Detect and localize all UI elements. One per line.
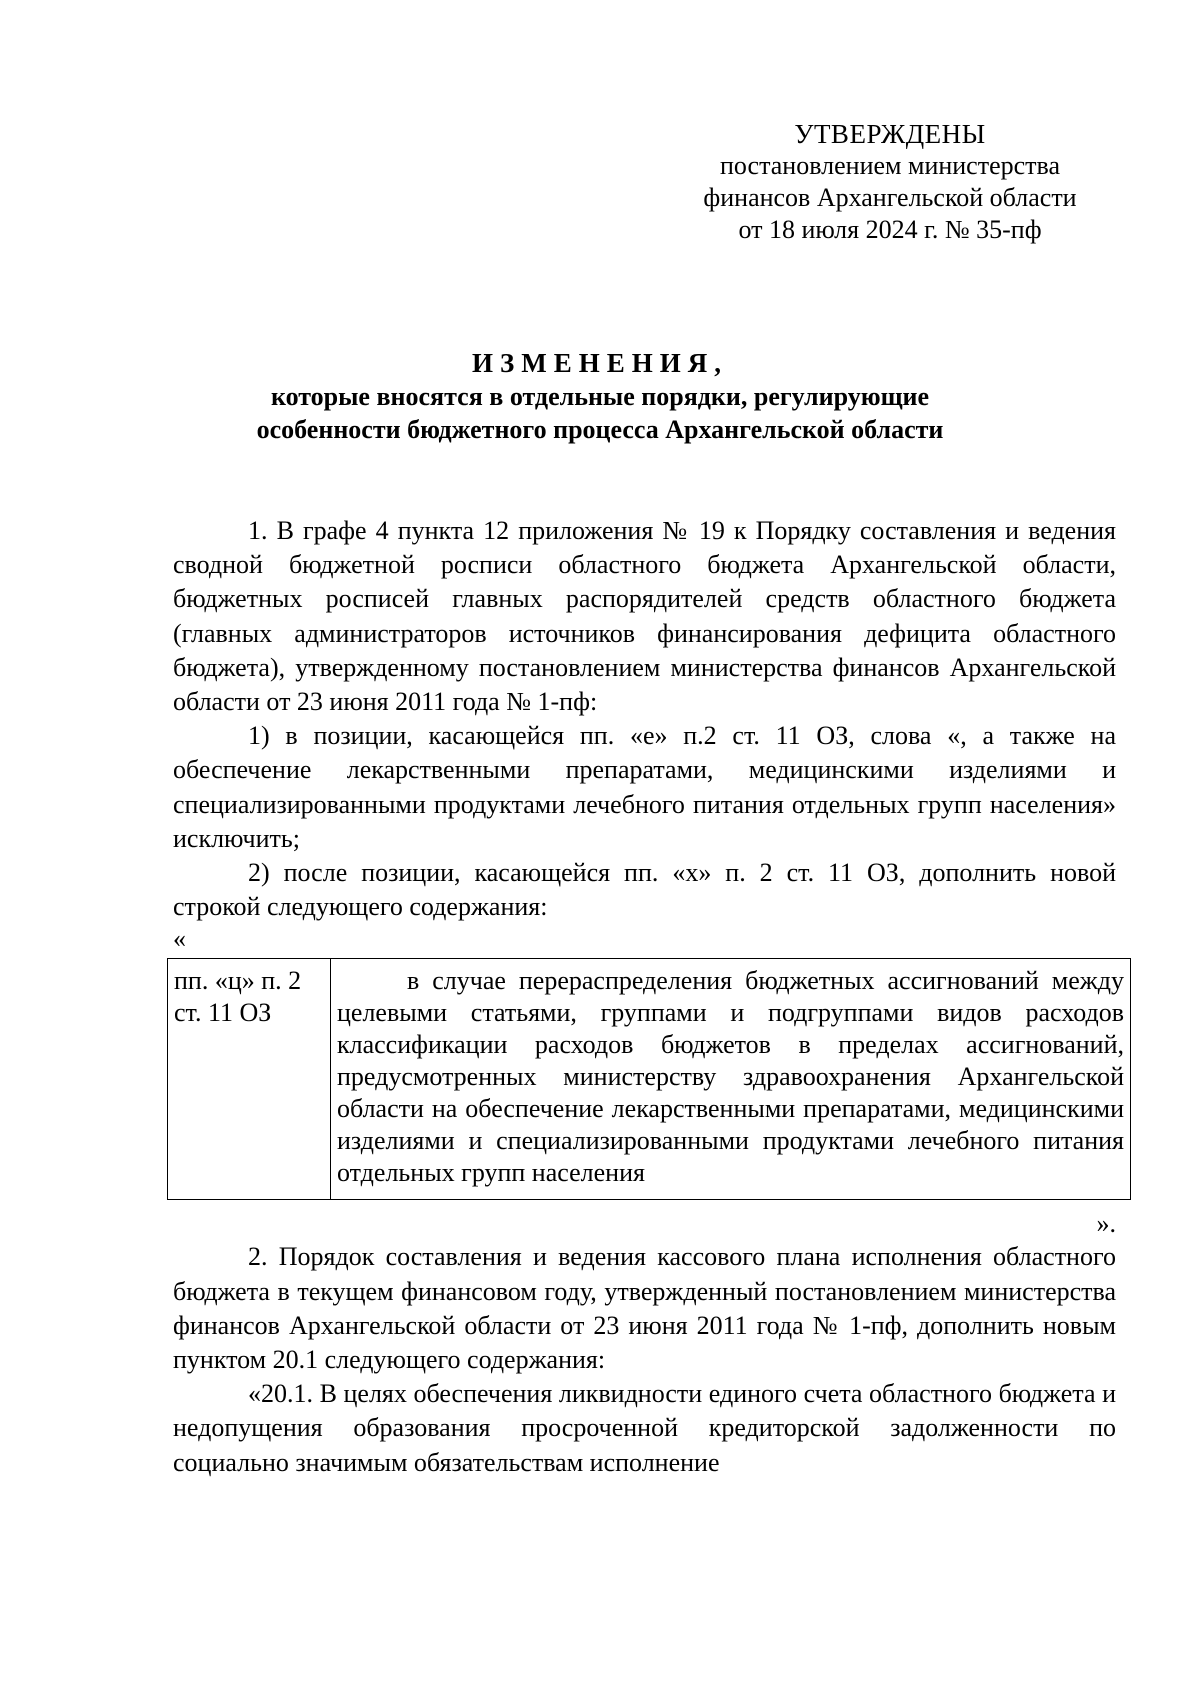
paragraph-2: 2. Порядок составления и ведения кассового плана исполнения областного бюджета в текущем финансовом году, утвержденный постановлением министерства финансов Архангельской области от 23 июня 2011 года № 1-пф, дополнить новым пунктом 20.1 следующего содержания: (173, 1242, 1116, 1375)
inserted-row-table (167, 958, 1131, 1200)
paragraph-1-subitem-1: 1) в позиции, касающейся пп. «е» п.2 ст. 11 ОЗ, слова «, а также на обеспечение лекарственными препаратами, медицинскими изделиями и специализированными продуктами лечебного питания отдельных групп населения» исключить; (173, 721, 1116, 853)
approval-heading: УТВЕРЖДЕНЫ (794, 119, 986, 149)
table-cell-description (331, 959, 1131, 1200)
title-line-1: которые вносятся в отдельные порядки, регулирующие (270, 382, 930, 411)
approval-line-1: постановлением министерства (719, 151, 1061, 180)
table-cell-description-text: в случае перераспределения бюджетных ассигнований между целевыми статьями, группами и подгруппами видов расходов классификации расходов бюджетов в пределах ассигнований, предусмотренных министерству здравоохранения Архангельской области на обеспечение лекарственными препаратами, медицинскими изделиями и специализированными продуктами лечебного питания отдельных групп населения (337, 966, 1124, 1188)
title-main: ИЗМЕНЕНИЯ, (471, 348, 728, 378)
approval-block (680, 118, 1100, 246)
quote-open-mark: « (173, 924, 186, 954)
document-title (170, 347, 1030, 446)
quote-close-mark: ». (1096, 1209, 1116, 1239)
table-row (168, 959, 1131, 1200)
paragraph-1: 1. В графе 4 пункта 12 приложения № 19 к Порядку составления и ведения сводной бюджетной росписи областного бюджета Архангельской области, бюджетных росписей главных распорядителей средств областного бюджета (главных администраторов источников финансирования дефицита областного бюджета), утвержденному постановлением министерства финансов Архангельской области от 23 июня 2011 года № 1-пф: (173, 516, 1116, 717)
table-cell-reference: пп. «ц» п. 2 ст. 11 ОЗ (168, 959, 331, 1200)
paragraph-1-subitem-2: 2) после позиции, касающейся пп. «х» п. 2 ст. 11 ОЗ, дополнить новой строкой следующего содержания: (173, 858, 1116, 922)
document-body (173, 514, 1124, 1480)
paragraph-2-subitem-1: «20.1. В целях обеспечения ликвидности единого счета областного бюджета и недопущения образования просроченной кредиторской задолженности по социально значимым обязательствам исполнение (173, 1379, 1116, 1477)
approval-line-2: финансов Архангельской области (703, 183, 1077, 212)
title-line-2: особенности бюджетного процесса Архангельской области (256, 415, 944, 444)
approval-line-3: от 18 июля 2024 г. № 35-пф (738, 215, 1042, 244)
